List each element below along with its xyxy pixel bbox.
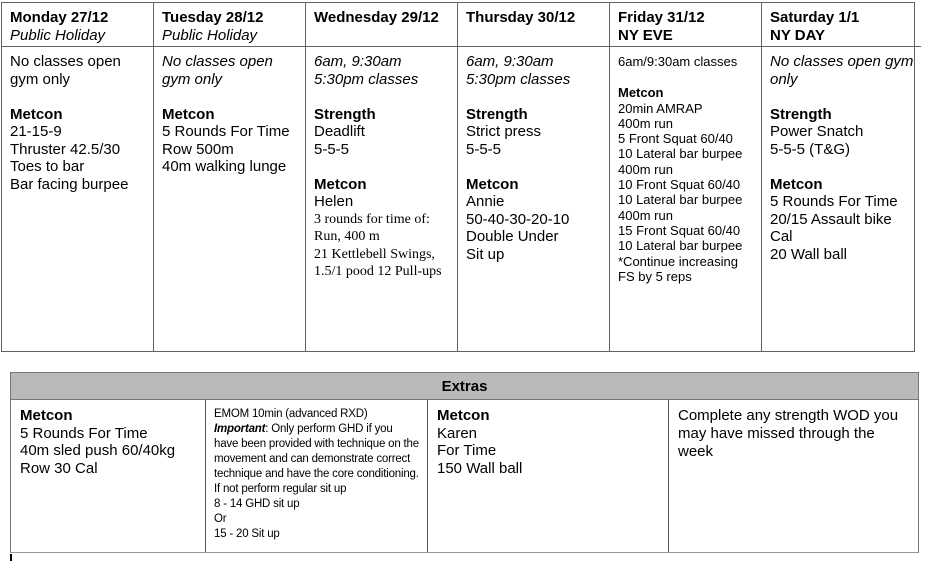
workout-line: No classes open gym — [770, 53, 914, 70]
workout-line: For Time — [437, 442, 497, 459]
workout-line: Helen — [314, 193, 354, 210]
workout-line: Bar facing burpee — [10, 175, 129, 193]
workout-line: 21-15-9 — [10, 123, 62, 140]
blank-line — [314, 158, 449, 176]
workout-line: No classes open — [162, 53, 273, 70]
workout-line: 10 Front Squat 60/40 — [618, 177, 741, 193]
section-heading: Metcon — [314, 175, 367, 193]
day-header — [762, 3, 921, 47]
workout-line: Power Snatch — [770, 123, 864, 140]
workout-line: 10 Lateral bar burpee — [618, 192, 743, 208]
workout-line: 10 Lateral bar burpee — [618, 238, 743, 254]
workout-line: Double Under — [466, 228, 559, 245]
day-title: Saturday 1/1 — [770, 9, 860, 26]
workout-line: EMOM 10min (advanced RXD) — [214, 408, 368, 420]
section-heading: Strength — [466, 105, 528, 123]
blank-line — [466, 158, 601, 176]
workout-line: Strict press — [466, 123, 542, 140]
section-heading: Strength — [770, 105, 832, 123]
extras-title: Extras — [441, 378, 488, 395]
day-body — [458, 47, 609, 269]
workout-line: Toes to bar — [10, 158, 85, 175]
workout-line: Karen — [437, 424, 478, 442]
ghd-important-note — [214, 422, 419, 497]
extras-table — [10, 372, 919, 553]
workout-line: 8 - 14 GHD sit up — [214, 498, 300, 510]
workout-line: Sit up — [466, 245, 505, 263]
section-heading: Metcon — [20, 407, 73, 424]
workout-line: 50-40-30-20-10 — [466, 210, 570, 228]
workout-line: Cal — [770, 228, 793, 245]
workout-line: 20min AMRAP — [618, 100, 703, 116]
workout-line: 3 rounds for time of: — [314, 211, 430, 227]
workout-line: Deadlift — [314, 123, 365, 140]
day-body — [306, 47, 457, 287]
day-body — [610, 47, 761, 290]
section-heading: Metcon — [10, 105, 63, 123]
workout-line: 21 Kettlebell Swings, — [314, 246, 435, 262]
workout-line: 10 Lateral bar burpee — [618, 146, 743, 162]
workout-line: Row 30 Cal — [20, 459, 98, 477]
day-column-monday — [2, 3, 154, 351]
workout-line: 400m run — [618, 115, 673, 131]
day-title: Monday 27/12 — [10, 9, 109, 26]
workout-line: Annie — [466, 193, 505, 210]
workout-line: 5 Front Squat 60/40 — [618, 131, 733, 147]
workout-line: 20 Wall ball — [770, 245, 847, 263]
day-subtitle: Public Holiday — [10, 26, 106, 44]
day-column-thursday — [458, 3, 610, 351]
workout-line: 5-5-5 — [314, 140, 350, 158]
blank-line — [618, 69, 753, 85]
important-label: Important — [214, 423, 266, 435]
blank-line — [314, 88, 449, 106]
extras-cell-karen — [428, 400, 669, 552]
section-heading: Metcon — [437, 407, 490, 424]
class-times: 6am, 9:30am — [466, 53, 554, 70]
section-heading: Metcon — [466, 175, 519, 193]
day-column-friday — [610, 3, 762, 351]
blank-line — [466, 88, 601, 106]
day-subtitle: NY EVE — [618, 26, 673, 44]
workout-line: gym only — [10, 70, 71, 88]
workout-note: *Continue increasing — [618, 253, 738, 269]
class-times: 6am/9:30am classes — [618, 54, 738, 69]
day-subtitle: Public Holiday — [162, 26, 258, 44]
workout-line: Run, 400 m — [314, 229, 380, 244]
section-heading: Metcon — [770, 175, 823, 193]
blank-line — [770, 88, 913, 106]
workout-line: 400m run — [618, 161, 673, 177]
workout-line: 15 - 20 Sit up — [214, 528, 280, 540]
workout-line: No classes open — [10, 53, 121, 70]
workout-line: 40m sled push 60/40kg — [20, 442, 176, 459]
extras-header — [11, 373, 918, 400]
day-header — [458, 3, 609, 47]
class-times: 6am, 9:30am — [314, 53, 402, 70]
day-title: Friday 31/12 — [618, 9, 705, 26]
day-subtitle: NY DAY — [770, 26, 826, 44]
workout-line: Row 500m — [162, 140, 234, 158]
section-heading: Metcon — [618, 85, 664, 101]
section-heading: Metcon — [162, 105, 215, 123]
workout-note: FS by 5 reps — [618, 268, 692, 284]
workout-line: only — [770, 70, 798, 88]
cropped-next-row-mark — [10, 554, 12, 561]
workout-line: 5 Rounds For Time — [770, 193, 898, 210]
day-header — [306, 3, 457, 47]
workout-line: Or — [214, 513, 227, 525]
extras-cell-emom-ghd — [206, 400, 428, 552]
day-body — [154, 47, 305, 182]
blank-line — [770, 158, 913, 176]
extras-cell-strength-makeup — [669, 400, 918, 552]
class-times: 5:30pm classes — [466, 70, 571, 88]
workout-line: 150 Wall ball — [437, 459, 523, 477]
day-title: Wednesday 29/12 — [314, 9, 439, 26]
day-column-tuesday — [154, 3, 306, 351]
week-schedule-table — [1, 2, 915, 352]
workout-line: 40m walking lunge — [162, 158, 287, 175]
day-column-wednesday — [306, 3, 458, 351]
makeup-note: Complete any strength WOD you may have missed through the week — [678, 407, 899, 460]
day-title: Thursday 30/12 — [466, 9, 576, 26]
day-body — [2, 47, 153, 199]
workout-line: 5 Rounds For Time — [162, 123, 290, 140]
workout-line: 20/15 Assault bike — [770, 210, 892, 228]
day-header — [610, 3, 761, 47]
blank-line — [10, 88, 145, 106]
blank-line — [162, 88, 297, 106]
workout-line: Thruster 42.5/30 — [10, 140, 121, 158]
workout-line: 1.5/1 pood 12 Pull-ups — [314, 264, 442, 279]
workout-line: 5-5-5 (T&G) — [770, 140, 851, 158]
day-body — [762, 47, 921, 269]
workout-line: 5-5-5 — [466, 140, 502, 158]
day-header — [2, 3, 153, 47]
important-text: : Only perform GHD if you have been provided with technique on the movement and can demonstrate correct technique and have the core conditioning. If not perform regular sit up — [214, 423, 419, 495]
workout-line: 5 Rounds For Time — [20, 424, 148, 442]
workout-line: 15 Front Squat 60/40 — [618, 222, 741, 238]
day-header — [154, 3, 305, 47]
workout-line: 400m run — [618, 207, 673, 223]
class-times: 5:30pm classes — [314, 70, 419, 88]
extras-cell-metcon-sled — [11, 400, 206, 552]
section-heading: Strength — [314, 105, 376, 123]
workout-line: gym only — [162, 70, 223, 88]
day-column-saturday — [762, 3, 921, 351]
day-title: Tuesday 28/12 — [162, 9, 264, 26]
extras-row — [11, 400, 918, 552]
